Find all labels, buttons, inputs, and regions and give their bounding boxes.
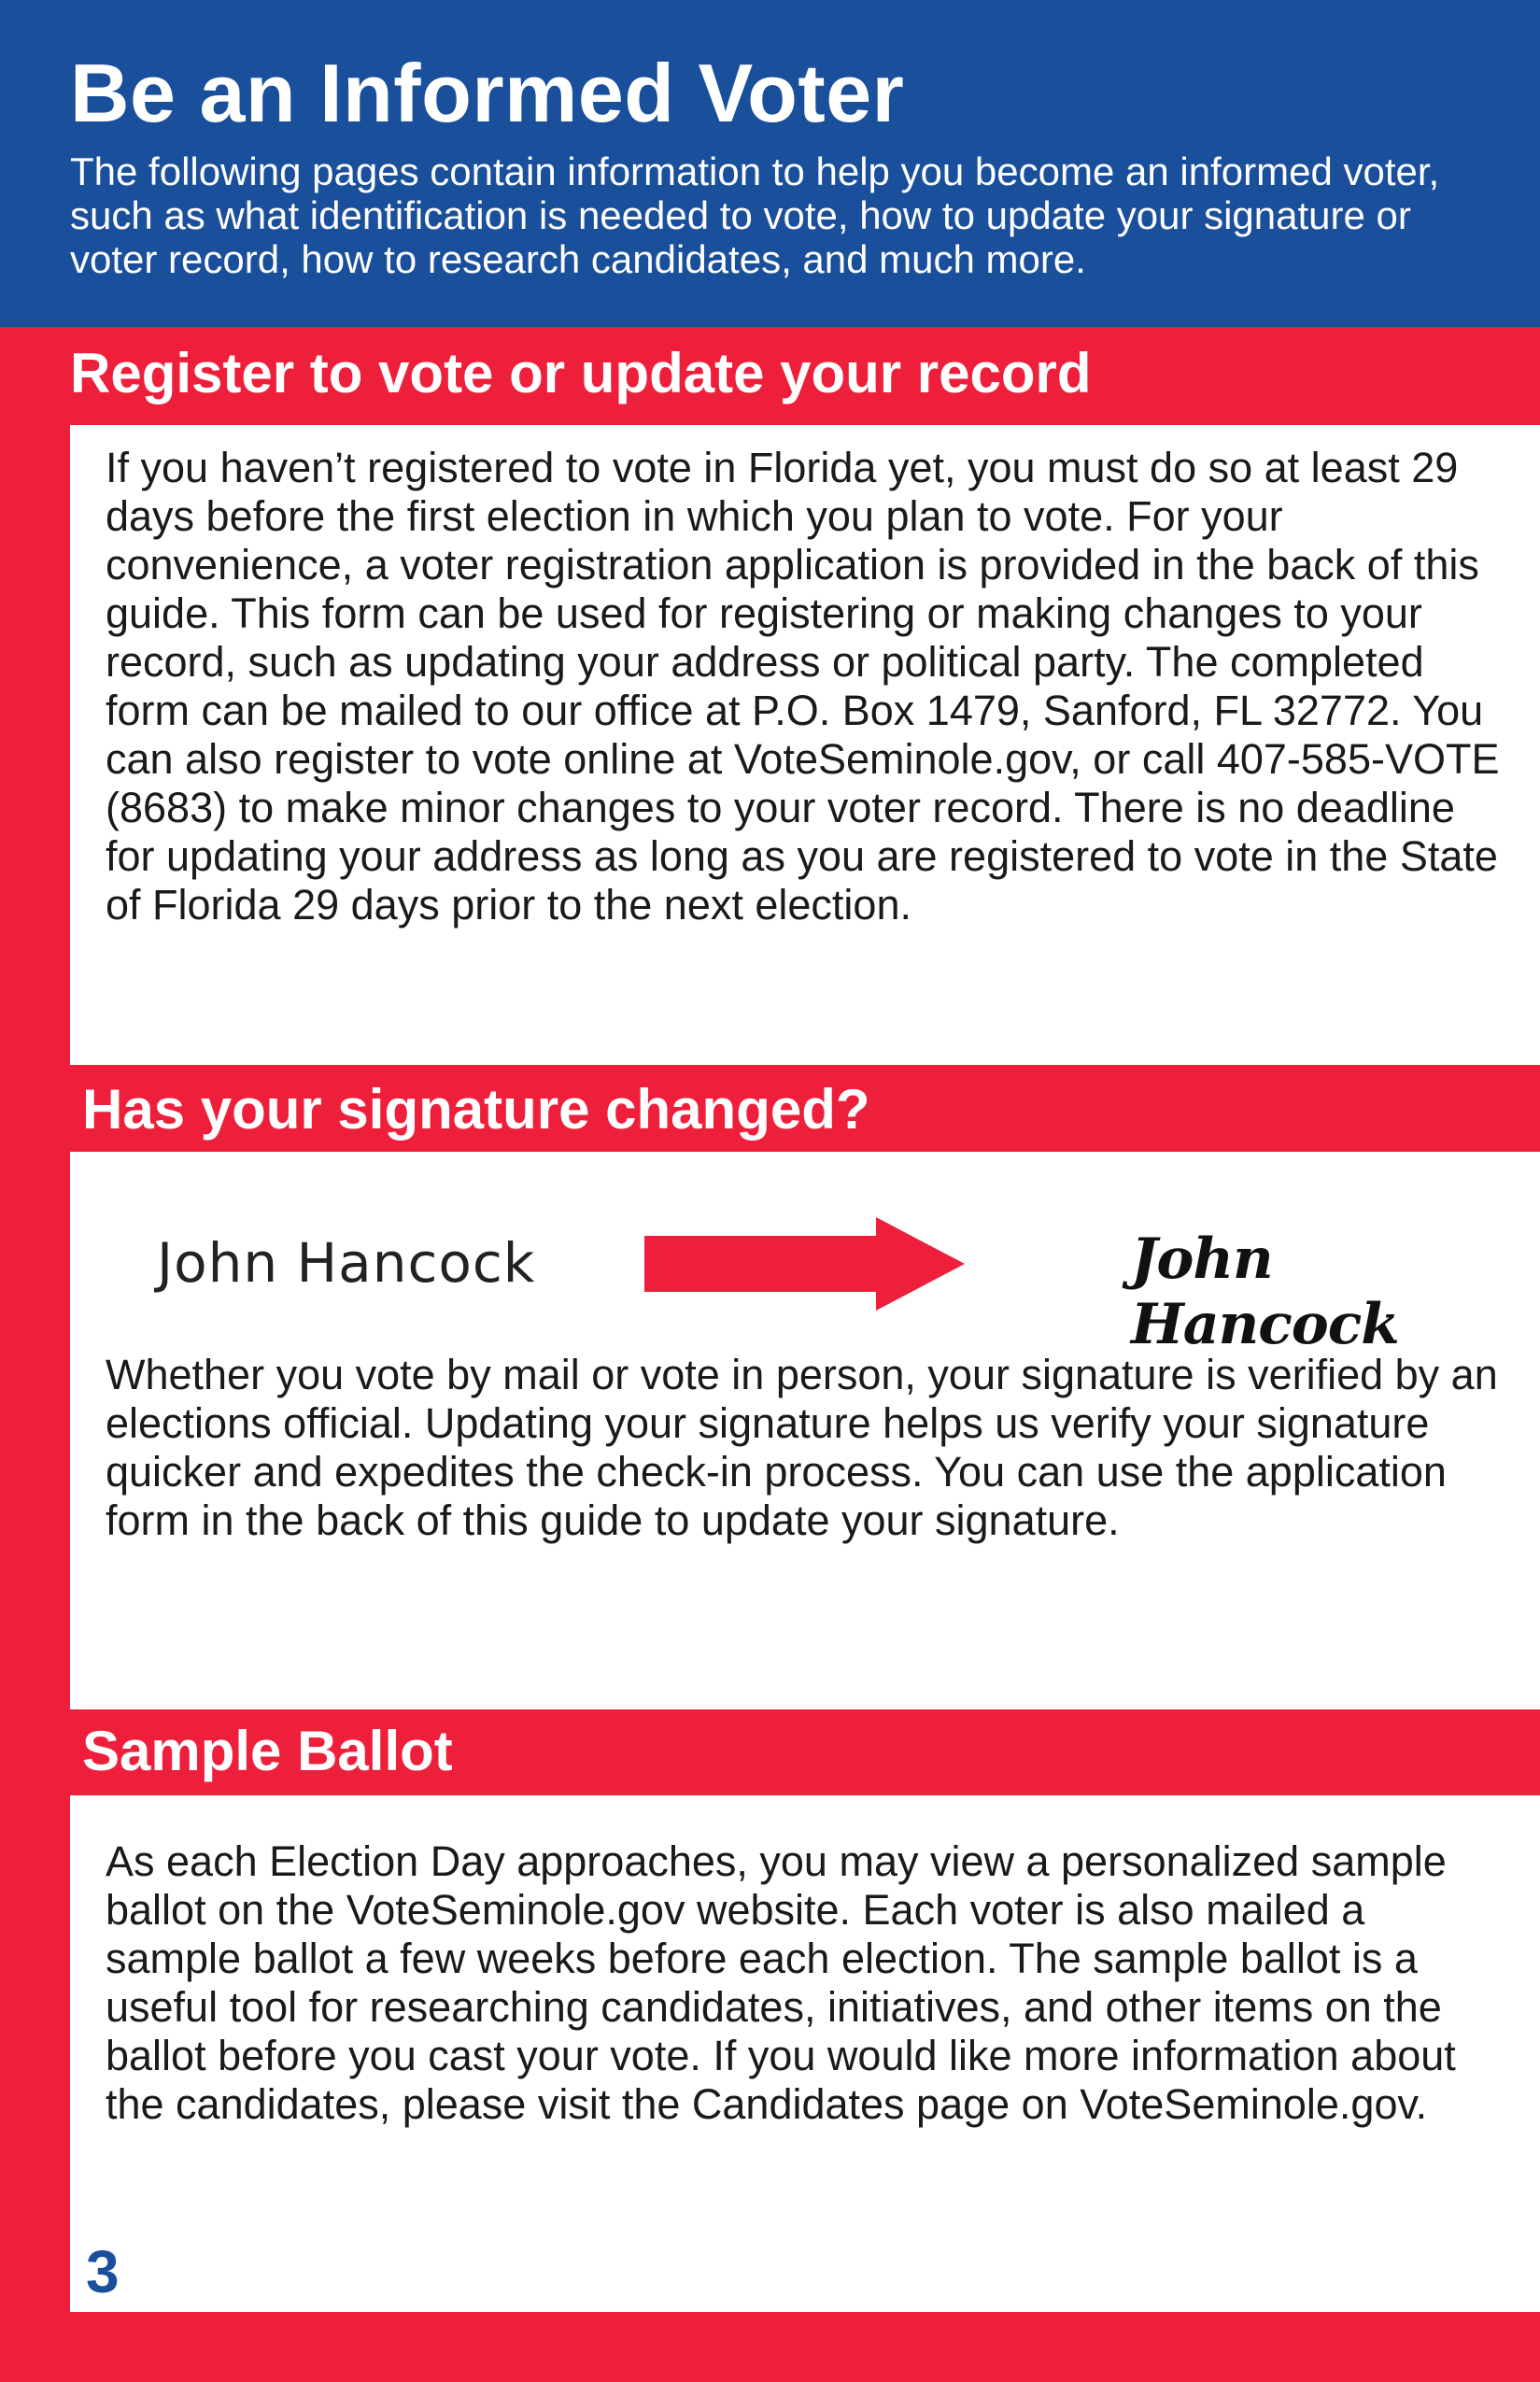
section-panel-register [70, 425, 1540, 1065]
section-panel-signature [70, 1152, 1540, 1709]
section-body-register: If you haven’t registered to vote in Florida yet, you must do so at least 29 days before the first election in which you plan to vote. For your convenience, a voter registration application is provided in the back of this guide. This form can be used for registering or making changes to your record, such as updating your address or political party. The completed form can be mailed to our office at P.O. Box 1479, Sanford, FL 32772. You can also register to vote online at VoteSeminole.gov, or call 407-585-VOTE (8683) to make minor changes to your voter record. There is no deadline for updating your address as long as you are registered to vote in the State of Florida 29 days prior to the next election. [106, 444, 1500, 929]
section-title-register: Register to vote or update your record [70, 342, 1092, 404]
header-banner [0, 0, 1540, 327]
signature-after: John Hancock [1131, 1226, 1399, 1357]
page-title: Be an Informed Voter [70, 47, 905, 139]
arrow-right-icon [644, 1217, 1037, 1311]
section-body-sample-ballot: As each Election Day approaches, you may view a personalized sample ballot on the VoteSeminole.gov website. Each voter is also mailed a sample ballot a few weeks before each election. The sample ballot is a useful tool for researching candidates, initiatives, and other items on the ballot before you cast your vote. If you would like more information about the candidates, please visit the Candidates page on VoteSeminole.gov. [106, 1837, 1456, 2128]
page-number: 3 [86, 2238, 120, 2305]
section-title-signature: Has your signature changed? [82, 1078, 870, 1141]
signature-example [106, 1152, 1503, 1357]
intro-text: The following pages contain information to help you become an informed voter, such as what identification is needed to vote, how to update your signature or voter record, how to research candidates, and much more. [70, 149, 1440, 281]
section-panel-sample-ballot [70, 1795, 1540, 2312]
section-title-sample-ballot: Sample Ballot [82, 1720, 453, 1782]
section-body-signature: Whether you vote by mail or vote in person, your signature is verified by an elections official. Updating your signature helps us verify your signature quicker and expedites the check-in process. You can use the application form in the back of this guide to update your signature. [106, 1351, 1498, 1544]
signature-before: John Hancock [157, 1231, 536, 1295]
